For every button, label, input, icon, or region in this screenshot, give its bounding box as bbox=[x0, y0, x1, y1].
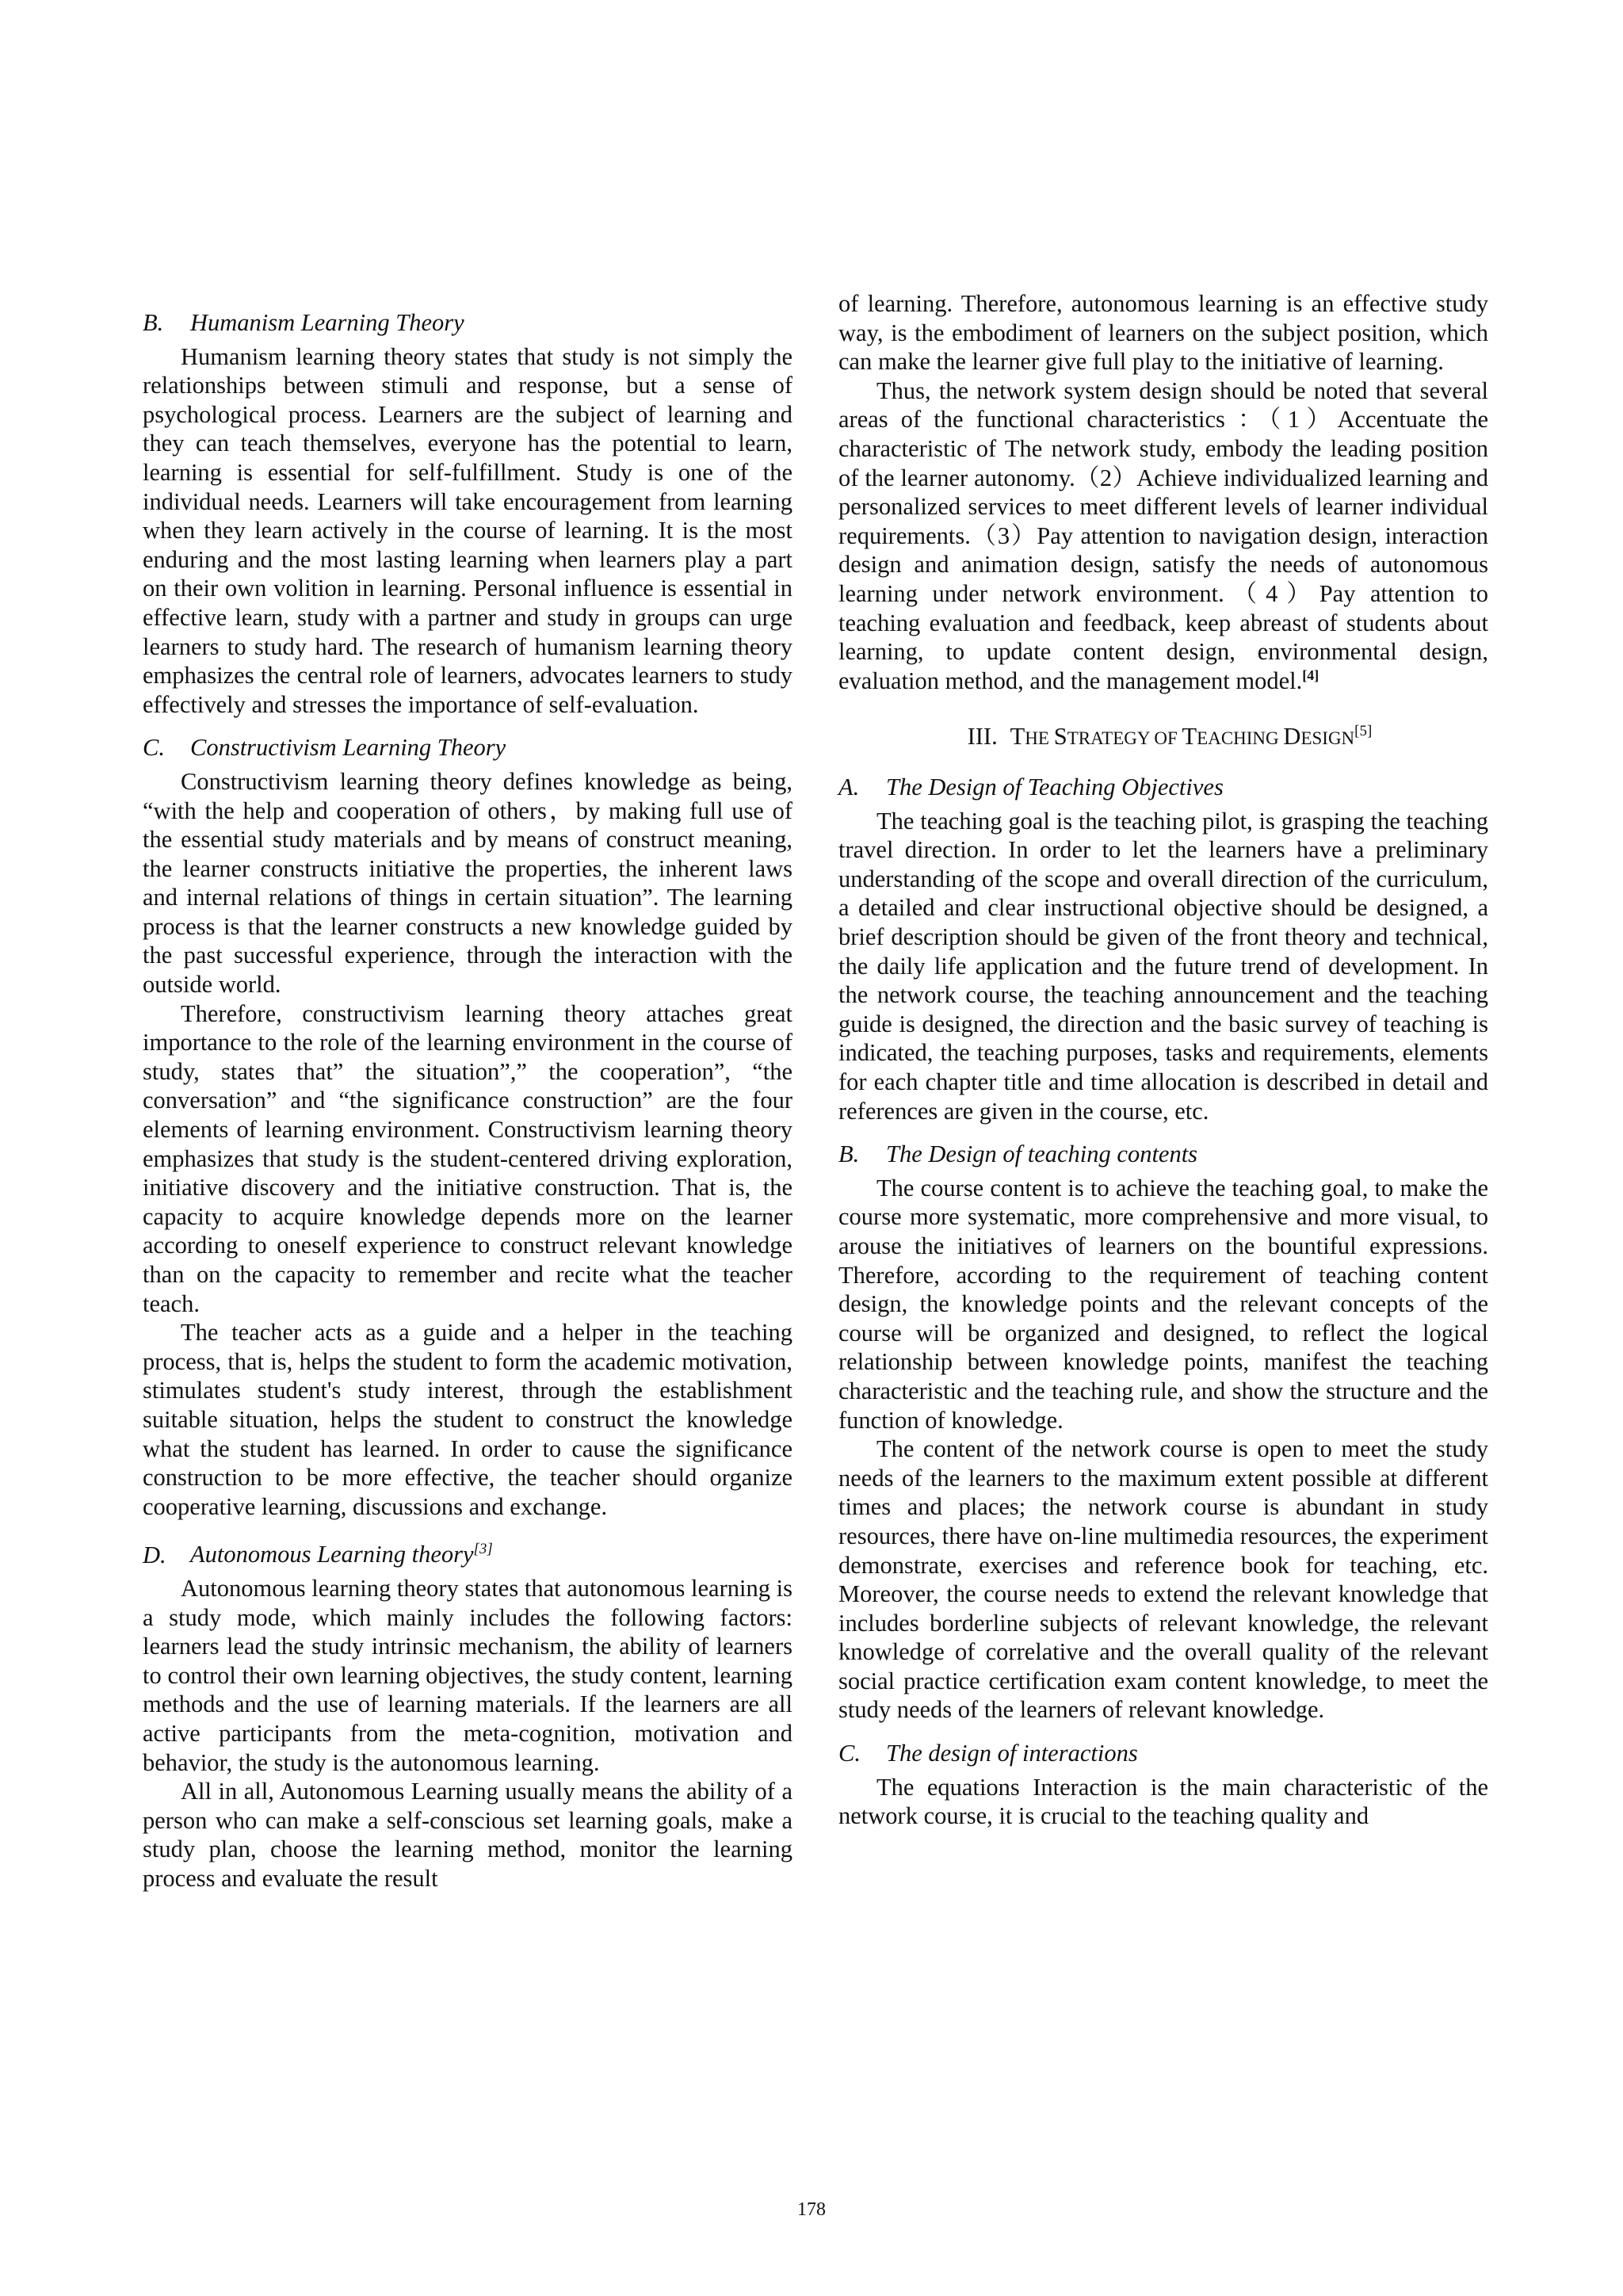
paragraph: Constructivism learning theory defines knowledge as being, “with the help and cooperation of others，by making full use of the essential study materials and by means of construct meaning, the learner constructs initiative the properties, the inherent laws and internal relations of things in certain situation”. The learning process is that the learner constructs a new knowledge guided by the past successful experience, through the interaction with the outside world. bbox=[143, 767, 792, 999]
paragraph: Therefore, constructivism learning theory attaches great importance to the role of the learning environment in the course of study, states that” the situation”,” the cooperation”, “the conversation” and “the significance construction” are the four elements of learning environment. Constructivism learning theory emphasizes that study is the student-centered driving exploration, initiative discovery and the initiative construction. That is, the capacity to acquire knowledge depends more on the learner according to oneself experience to construct relevant knowledge than on the capacity to remember and recite what the teacher teach. bbox=[143, 999, 792, 1317]
paragraph: The equations Interaction is the main characteristic of the network course, it is crucial to the teaching quality and bbox=[838, 1773, 1488, 1830]
paragraph: Humanism learning theory states that study is not simply the relationships between stimuli and response, but a sense of psychological process. Learners are the subject of learning and they can teach themselves, everyone has the potential to learn, learning is essential for self-fulfillment. Study is one of the individual needs. Learners will take encouragement from learning when they learn actively in the course of learning. It is the most enduring and the most lasting learning when learners play a part on their own volition in learning. Personal influence is essential in effective learn, study with a partner and study in groups can urge learners to study hard. The research of humanism learning theory emphasizes the central role of learners, advocates learners to study effectively and stresses the importance of self-evaluation. bbox=[143, 342, 792, 718]
section-heading-autonomous: D. Autonomous Learning theory[3] bbox=[143, 1541, 493, 1568]
section-heading-strategy: III. THE STRATEGY OF TEACHING DESIGN[5] bbox=[967, 723, 1373, 751]
section-heading-humanism: B. Humanism Learning Theory bbox=[143, 309, 464, 336]
citation: [5] bbox=[1354, 723, 1373, 740]
right-column bbox=[838, 289, 1488, 1831]
section-heading-objectives: A. The Design of Teaching Objectives bbox=[838, 774, 1224, 801]
paragraph-continued: of learning. Therefore, autonomous learning is an effective study way, is the embodiment of learners on the subject position, which can make the learner give full play to the initiative of learning. bbox=[838, 290, 1488, 376]
paragraph: The course content is to achieve the teaching goal, to make the course more systematic, more comprehensive and more visual, to arouse the initiatives of learners on the bountiful expressions. Therefore, according to the requirement of teaching content design, the knowledge points and the relevant concepts of the course will be organized and designed, to reflect the logical relationship between knowledge points, manifest the teaching characteristic and the teaching rule, and show the structure and the function of knowledge. bbox=[838, 1174, 1488, 1434]
section-heading-contents: B. The Design of teaching contents bbox=[838, 1140, 1198, 1168]
paragraph: The teacher acts as a guide and a helper in the teaching process, that is, helps the student to form the academic motivation, stimulates student's study interest, through the establishment suitable situation, helps the student to construct the knowledge what the student has learned. In order to cause the significance construction to be more effective, the teacher should organize cooperative learning, discussions and exchange. bbox=[143, 1319, 792, 1520]
paragraph: The teaching goal is the teaching pilot, is grasping the teaching travel direction. In order to let the learners have a preliminary understanding of the scope and overall direction of the curriculum, a detailed and clear instructional objective should be designed, a brief description should be given of the front theory and technical, the daily life application and the future trend of development. In the network course, the teaching announcement and the teaching guide is designed, the direction and the basic survey of teaching is indicated, the teaching purposes, tasks and requirements, elements for each chapter title and time allocation is described in detail and references are given in the course, etc. bbox=[838, 807, 1488, 1125]
page-number: 178 bbox=[797, 2199, 826, 2220]
section-heading-interactions: C. The design of interactions bbox=[838, 1740, 1138, 1767]
section-heading-constructivism: C. Constructivism Learning Theory bbox=[143, 734, 506, 762]
paragraph: The content of the network course is open to meet the study needs of the learners to the maximum extent possible at different times and places; the network course is abundant in study resources, there have on-line multimedia resources, the experiment demonstrate, exercises and reference book for teaching, etc. Moreover, the course needs to extend the relevant knowledge that includes borderline subjects of relevant knowledge, the relevant knowledge of correlative and the overall quality of the relevant social practice certification exam content knowledge, to meet the study needs of the learners of relevant knowledge. bbox=[838, 1435, 1488, 1724]
paragraph: Autonomous learning theory states that autonomous learning is a study mode, which mainly includes the following factors: learners lead the study intrinsic mechanism, the ability of learners to control their own learning objectives, the study content, learning methods and the use of learning materials. If the learners are all active participants from the meta-cognition, motivation and behavior, the study is the autonomous learning. bbox=[143, 1575, 792, 1776]
citation: [3] bbox=[473, 1541, 493, 1558]
citation: [4] bbox=[1302, 667, 1319, 683]
paragraph: All in all, Autonomous Learning usually means the ability of a person who can make a self-conscious set learning goals, make a study plan, choose the learning method, monitor the learning process and evaluate the result bbox=[143, 1778, 792, 1893]
left-column bbox=[143, 289, 792, 1893]
paragraph: Thus, the network system design should be noted that several areas of the functional characteristics ：（1）Accentuate the characteristic of The network study, embody the leading position of the learner autonomy.（2）Achieve individualized learning and personalized services to meet different levels of learner individual requirements.（3）Pay attention to navigation design, interaction design and animation design, satisfy the needs of autonomous learning under network environment.（4）Pay attention to teaching evaluation and feedback, keep abreast of students about learning, to update content design, environmental design, evaluation method, and the management model.[4] bbox=[838, 376, 1488, 694]
